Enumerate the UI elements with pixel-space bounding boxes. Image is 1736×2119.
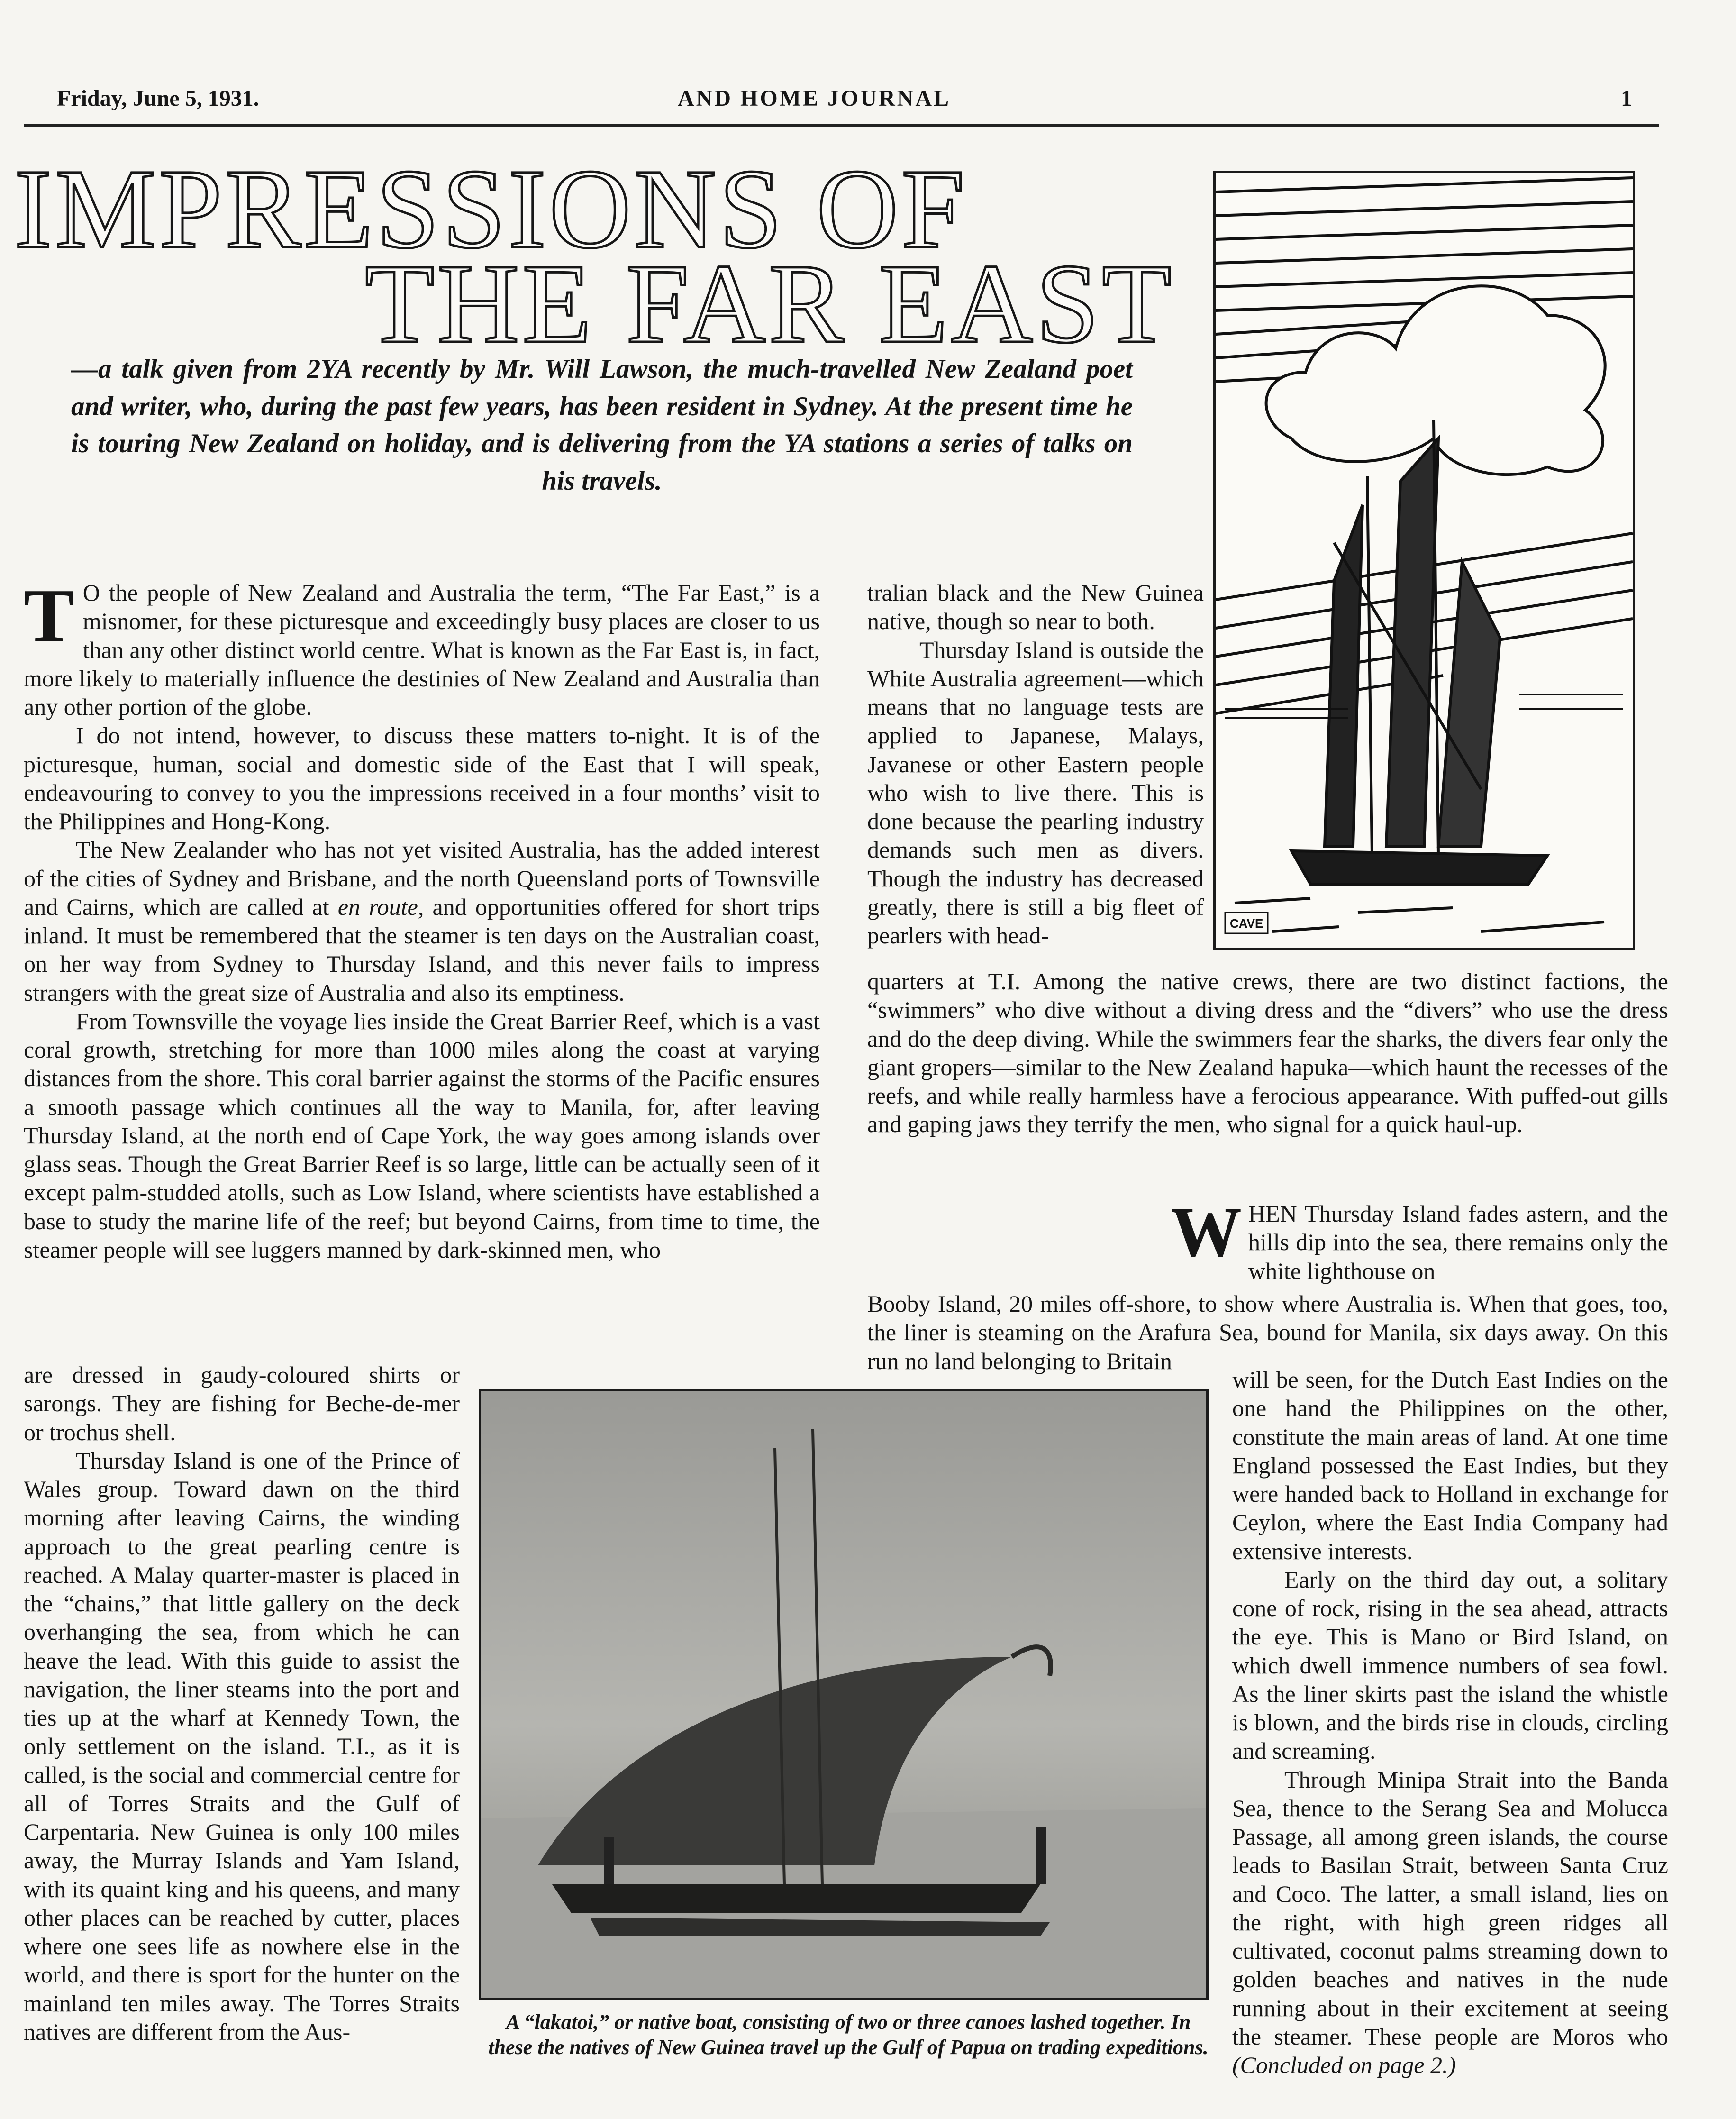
page-number: 1 xyxy=(1621,86,1632,111)
intro-standfirst: —a talk given from 2YA recently by Mr. Will Lawson, the much-travelled New Zealand poet and writer, who, during the past few years, has been resident in Sydney. At the present time he is touring New Zealand on holiday, and is delivering from the YA stations a series of talks on his travels. xyxy=(71,354,1133,496)
article-column-1 xyxy=(24,573,820,1264)
article-column-2-wide xyxy=(867,967,1668,1139)
paragraph: WHEN Thursday Island fades astern, and the hills dip into the sea, there remains only the white lighthouse on xyxy=(1171,1193,1668,1284)
photo-caption: A “lakatoi,” or native boat, consisting of two or three canoes lashed together. In these the natives of New Guinea travel up the Gulf of Papua on trading expeditions. xyxy=(488,2010,1209,2059)
paragraph: Thursday Island is one of the Prince of Wales group. Toward dawn on the third morning after leaving Cairns, the winding approach to the great pearling centre is reached. A Malay quarter-master is placed in the “chains,” that little gallery on the deck overhanging the sea, from which he can heave the lead. With this guide to assist the navigation, the liner steams into the port and ties up at the wharf at Kennedy Town, the only settlement on the island. T.I., as it is called, is the social and commercial centre for all of Torres Straits and the Gulf of Carpentaria. New Guinea is only 100 miles away, the Murray Islands and Yam Island, with its quaint king and his queens, and many other places can be reached by cutter, places where one sees life as nowhere else in the world, and there is sport for the hunter on the mainland ten miles away. The Torres Straits natives are different from the Aus- xyxy=(24,1447,460,2045)
sailing-ship-illustration xyxy=(1213,171,1635,950)
paragraph: From Townsville the voyage lies inside the Great Barrier Reef, which is a vast coral growth, stretching for more than 1000 miles along the coast at varying distances from the shore. This coral barrier against the storms of the Pacific ensures a smooth passage which continues all the way to Manila, for, after leaving Thursday Island, at the north end of Cape York, the way goes among islands over glass seas. Though the Great Barrier Reef is so large, little can be actually seen of it except palm-studded atolls, such as Low Island, where scientists have established a base to study the marine life of the reef; but beyond Cairns, from time to time, the steamer people will see luggers manned by dark-skinned men, who xyxy=(24,1007,820,1263)
opening-paragraph: T O the people of New Zealand and Australia the term, “The Far East,” is a misnomer, for these picturesque and exceedingly busy places are closer to us than any other distinct world centre. What is known as the Far East is, in fact, more likely to materially influence the destinies of New Zealand and Australia than any other portion of the globe. xyxy=(24,573,820,720)
title-line-1: IMPRESSIONS OF xyxy=(14,146,968,272)
issue-date: Friday, June 5, 1931. xyxy=(57,86,259,111)
lakatoi-image xyxy=(481,1391,1206,1998)
paragraph: Through Minipa Strait into the Banda Sea, thence to the Serang Sea and Molucca Passage, all among green islands, the course leads to Basilan Strait, between Santa Cruz and Coco. The latter, a small island, lies on the right, with high green ridges all cultivated, coconut palms streaming down to golden beaches and natives in the nude running about in their excitement at seeing the steamer. These people are Moros who (Concluded on page 2.) xyxy=(1232,1766,1668,2078)
paragraph: Booby Island, 20 miles off-shore, to show where Australia is. When that goes, too, the liner is steaming on the Arafura Sea, bound for Manila, six days away. On this run no land belonging to Britain xyxy=(867,1290,1668,1374)
lakatoi-photo xyxy=(479,1389,1209,2000)
header-rule xyxy=(24,124,1659,127)
article-column-1-narrow xyxy=(24,1361,460,2046)
paragraph: quarters at T.I. Among the native crews, there are two distinct factions, the “swimmers” who dive without a diving dress and the “divers” who use the dress and do the deep diving. While the swimmers fear the sharks, the divers fear only the giant gropers—similar to the New Zealand hapuka—which haunt the recesses of the reefs, and while really harmless have a ferocious appearance. With puffed-out gills and gaping jaws they terrify the men, who signal for a quick haul-up. xyxy=(867,968,1668,1138)
paragraph: Early on the third day out, a solitary cone of rock, rising in the sea ahead, attracts the eye. This is Mano or Bird Island, on which dwell immence numbers of sea fowl. As the liner skirts past the island the whistle is blown, and the birds rise in clouds, circling and screaming. xyxy=(1232,1566,1668,1764)
drop-cap-t: T xyxy=(24,573,74,658)
drop-cap-w: W xyxy=(1171,1193,1242,1271)
journal-name: AND HOME JOURNAL xyxy=(678,86,951,111)
paragraph: I do not intend, however, to discuss these matters to-night. It is of the picturesque, human, social and domestic side of the East that I will speak, endeavouring to convey to you the impressions received in a four months’ visit to the Philippines and Hong-Kong. xyxy=(24,722,820,834)
paragraph: tralian black and the New Guinea native, though so near to both. xyxy=(867,579,1204,635)
article-column-3 xyxy=(1232,1365,1668,2079)
paragraph: Thursday Island is outside the White Australia agreement—which means that no language tests are applied to Japanese, Malays, Javanese or other Eastern people who wish to live there. This is done because the pearling industry demands such men as divers. Though the industry has decreased greatly, there is still a big fleet of pearlers with head- xyxy=(867,636,1204,949)
article-column-2 xyxy=(867,578,1204,950)
title-line-2: THE FAR EAST xyxy=(365,240,1174,366)
article-column-3-wide xyxy=(867,1289,1668,1375)
paragraph: The New Zealander who has not yet visited Australia, has the added interest of the cities of Sydney and Brisbane, and the north Queensland ports of Townsville and Cairns, which are called at en route, and opportunities offered for short trips inland. It must be remembered that the steamer is ten days on the Australian coast, on her way from Sydney to Thursday Island, and this never fails to impress strangers with the great size of Australia and also its emptiness. xyxy=(24,836,820,1006)
paragraph: will be seen, for the Dutch East Indies on the one hand the Philippines on the other, constitute the main areas of land. At one time England possessed the East Indies, but they were handed back to Holland in exchange for Ceylon, where the East India Company had extensive interests. xyxy=(1232,1366,1668,1564)
paragraph: are dressed in gaudy-coloured shirts or sarongs. They are fishing for Beche-de-mer or trochus shell. xyxy=(24,1361,460,1445)
artist-signature: CAVE xyxy=(1230,916,1263,931)
ship-drawing xyxy=(1216,173,1633,948)
article-column-3-top xyxy=(1171,1193,1668,1285)
